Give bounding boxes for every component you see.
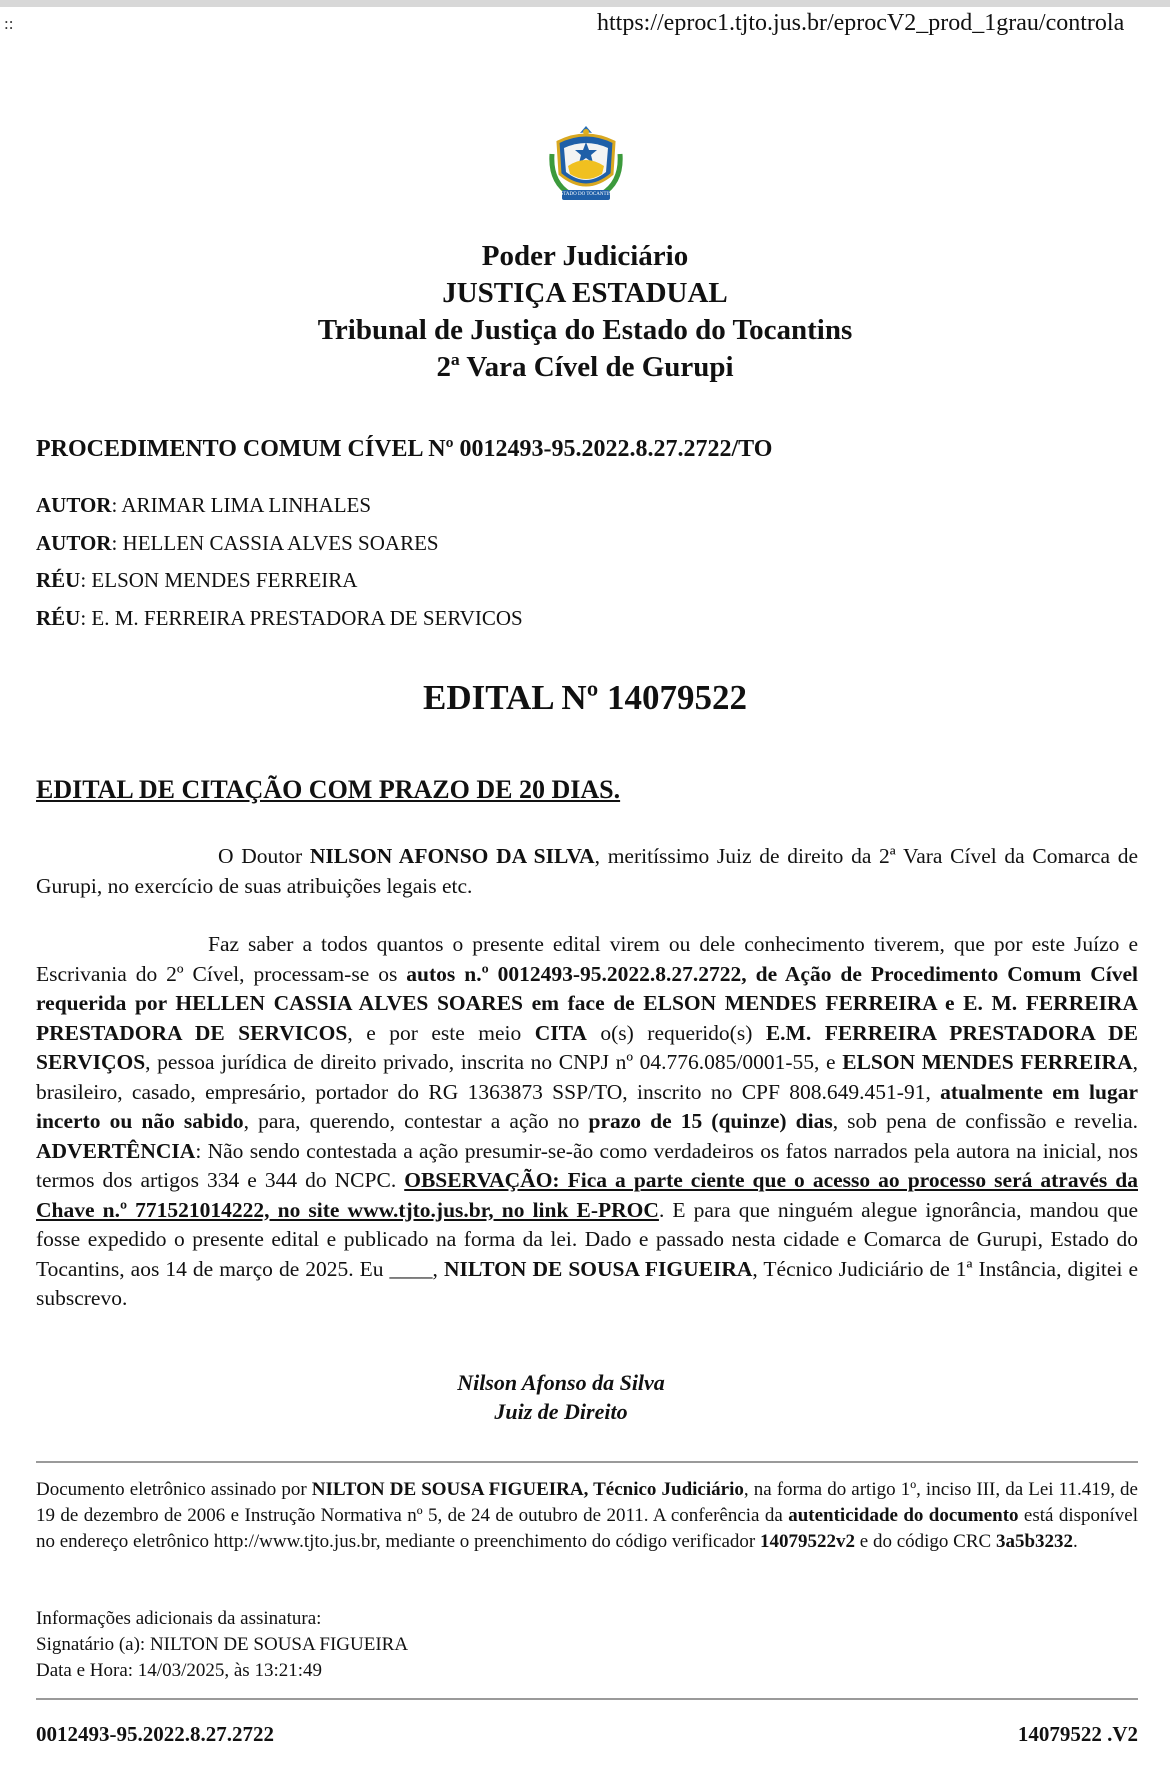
judge-name: NILSON AFONSO DA SILVA	[309, 844, 595, 868]
body-bold: E.M. FERREIRA PRESTADORA DE SERVIÇOS	[36, 1020, 1138, 1074]
party-role: AUTOR	[36, 530, 112, 555]
body-bold: NILTON DE SOUSA FIGUEIRA	[443, 1256, 753, 1281]
signatory: Signatário (a): NILTON DE SOUSA FIGUEIRA	[36, 1634, 409, 1655]
party-name: : HELLEN CASSIA ALVES SOARES	[111, 530, 439, 555]
body-text: , brasileiro, casado, empresário, portador do RG 1363873 SSP/TO, inscrito no CPF 808.649.451-91,	[36, 1050, 1138, 1104]
body-bold: atualmente em lugar incerto ou não sabido	[36, 1079, 1138, 1133]
procedure-number: PROCEDIMENTO COMUM CÍVEL Nº 0012493-95.2022.8.27.2722/TO	[36, 436, 773, 462]
page-url[interactable]: https://eproc1.tjto.jus.br/eprocV2_prod_1grau/controla	[597, 10, 1125, 36]
footer-text: Documento eletrônico assinado por	[36, 1479, 312, 1500]
party-role: RÉU	[36, 605, 81, 630]
footer-text: , na forma do artigo 1º, inciso III, da Lei 11.419, de 19 de dezembro de 2006 e Instrução Normativa nº 5, de 24 de outubro de 2011. A conferência da	[36, 1479, 1138, 1526]
party-row	[36, 525, 523, 563]
footer-text: e do código CRC	[855, 1531, 996, 1552]
party-name: : ARIMAR LIMA LINHALES	[111, 493, 372, 517]
crc-code: 3a5b3232	[995, 1531, 1074, 1552]
footer-document-version: 14079522 .V2	[1017, 1722, 1138, 1746]
footer-text: está disponível no endereço eletrônico http://www.tjto.jus.br, mediante o preenchimento do código verificador	[36, 1505, 1139, 1552]
intro-text: , meritíssimo Juiz de direito da 2ª Vara Cível da Comarca de Gurupi, no exercício de suas atribuições legais etc.	[36, 844, 1138, 898]
body-text: , para, querendo, contestar a ação no	[243, 1109, 589, 1133]
body-bold: autos n.º 0012493-95.2022.8.27.2722, de Ação de Procedimento Comum Cível requerida por HELLEN CASSIA ALVES SOARES em face de ELSON MENDES FERREIRA e E. M. FERREIRA PRESTADORA DE SERVICOS	[36, 961, 1138, 1045]
signature-datetime: Data e Hora: 14/03/2025, às 13:21:49	[36, 1660, 323, 1681]
divider	[36, 1461, 1138, 1463]
verification-code: 14079522v2	[760, 1531, 856, 1552]
page-mark: ::	[4, 14, 14, 33]
signature-title: Juiz de Direito	[494, 1399, 628, 1424]
body-bold: prazo de 15 (quinze) dias	[588, 1109, 833, 1133]
parties-list	[36, 487, 523, 637]
body-text: , e por este meio	[347, 1020, 535, 1045]
party-row	[36, 562, 523, 600]
observation-link-text: OBSERVAÇÃO: Fica a parte ciente que o acesso ao processo será através da Chave n.º 771521014222, no site www.tjto.jus.br, no link E-PROC	[36, 1168, 1138, 1222]
party-row	[36, 487, 523, 525]
header-line-3: Tribunal de Justiça do Estado do Tocantins	[317, 314, 853, 346]
body-text: : Não sendo contestada a ação presumir-se-ão como verdadeiros os fatos narrados pela autora na inicial, nos termos dos artigos 334 e 344 do NCPC.	[36, 1138, 1138, 1192]
footer-text: .	[1073, 1531, 1078, 1552]
body-text: , Técnico Judiciário de 1ª Instância, digitei e subscrevo.	[36, 1256, 1138, 1310]
party-row	[36, 600, 523, 638]
footer-process-number: 0012493-95.2022.8.27.2722	[36, 1722, 274, 1746]
body-bold: ELSON MENDES FERREIRA	[842, 1050, 1133, 1074]
signature-info-title: Informações adicionais da assinatura:	[36, 1608, 322, 1629]
body-text: o(s) requerido(s)	[586, 1020, 766, 1045]
body-text: . E para que ninguém alegue ignorância, mandou que fosse expedido o presente edital e publicado na forma da lei. Dado e passado nesta cidade e Comarca de Gurupi, Estado do Tocantins, aos 14 de março de 2025. Eu ____,	[36, 1197, 1138, 1281]
body-text: , pessoa jurídica de direito privado, inscrita no CNPJ nº 04.776.085/0001-55, e	[145, 1050, 843, 1074]
party-role: AUTOR	[36, 493, 112, 517]
body-paragraph	[36, 930, 1138, 1314]
seal-label: ESTADO DO TOCANTINS	[557, 192, 615, 197]
electronic-signature-note	[36, 1477, 1138, 1555]
party-name: : E. M. FERREIRA PRESTADORA DE SERVICOS	[80, 605, 523, 630]
body-bold: CITA	[534, 1020, 587, 1045]
header-line-2: JUSTIÇA ESTADUAL	[442, 277, 728, 309]
party-role: RÉU	[36, 568, 81, 592]
footer-bold: autenticidade do documento	[788, 1505, 1019, 1526]
body-text: , sob pena de confissão e revelia.	[832, 1109, 1138, 1133]
intro-paragraph	[36, 842, 1138, 901]
header-line-4: 2ª Vara Cível de Gurupi	[436, 351, 734, 383]
party-name: : ELSON MENDES FERREIRA	[80, 568, 358, 592]
edital-title: EDITAL Nº 14079522	[422, 678, 747, 717]
intro-text: O Doutor	[218, 844, 310, 868]
body-bold: ADVERTÊNCIA	[36, 1138, 196, 1163]
footer-bold: NILTON DE SOUSA FIGUEIRA, Técnico Judiciário	[311, 1479, 744, 1500]
body-text: Faz saber a todos quantos o presente edital virem ou dele conhecimento tiverem, que por este Juízo e Escrivania do 2º Cível, processam-se os	[36, 932, 1138, 986]
browser-top-bar	[0, 0, 1170, 7]
header-line-1: Poder Judiciário	[481, 240, 689, 272]
edital-subtitle: EDITAL DE CITAÇÃO COM PRAZO DE 20 DIAS.	[36, 775, 621, 804]
signature-name: Nilson Afonso da Silva	[457, 1370, 665, 1395]
divider	[36, 1698, 1138, 1700]
